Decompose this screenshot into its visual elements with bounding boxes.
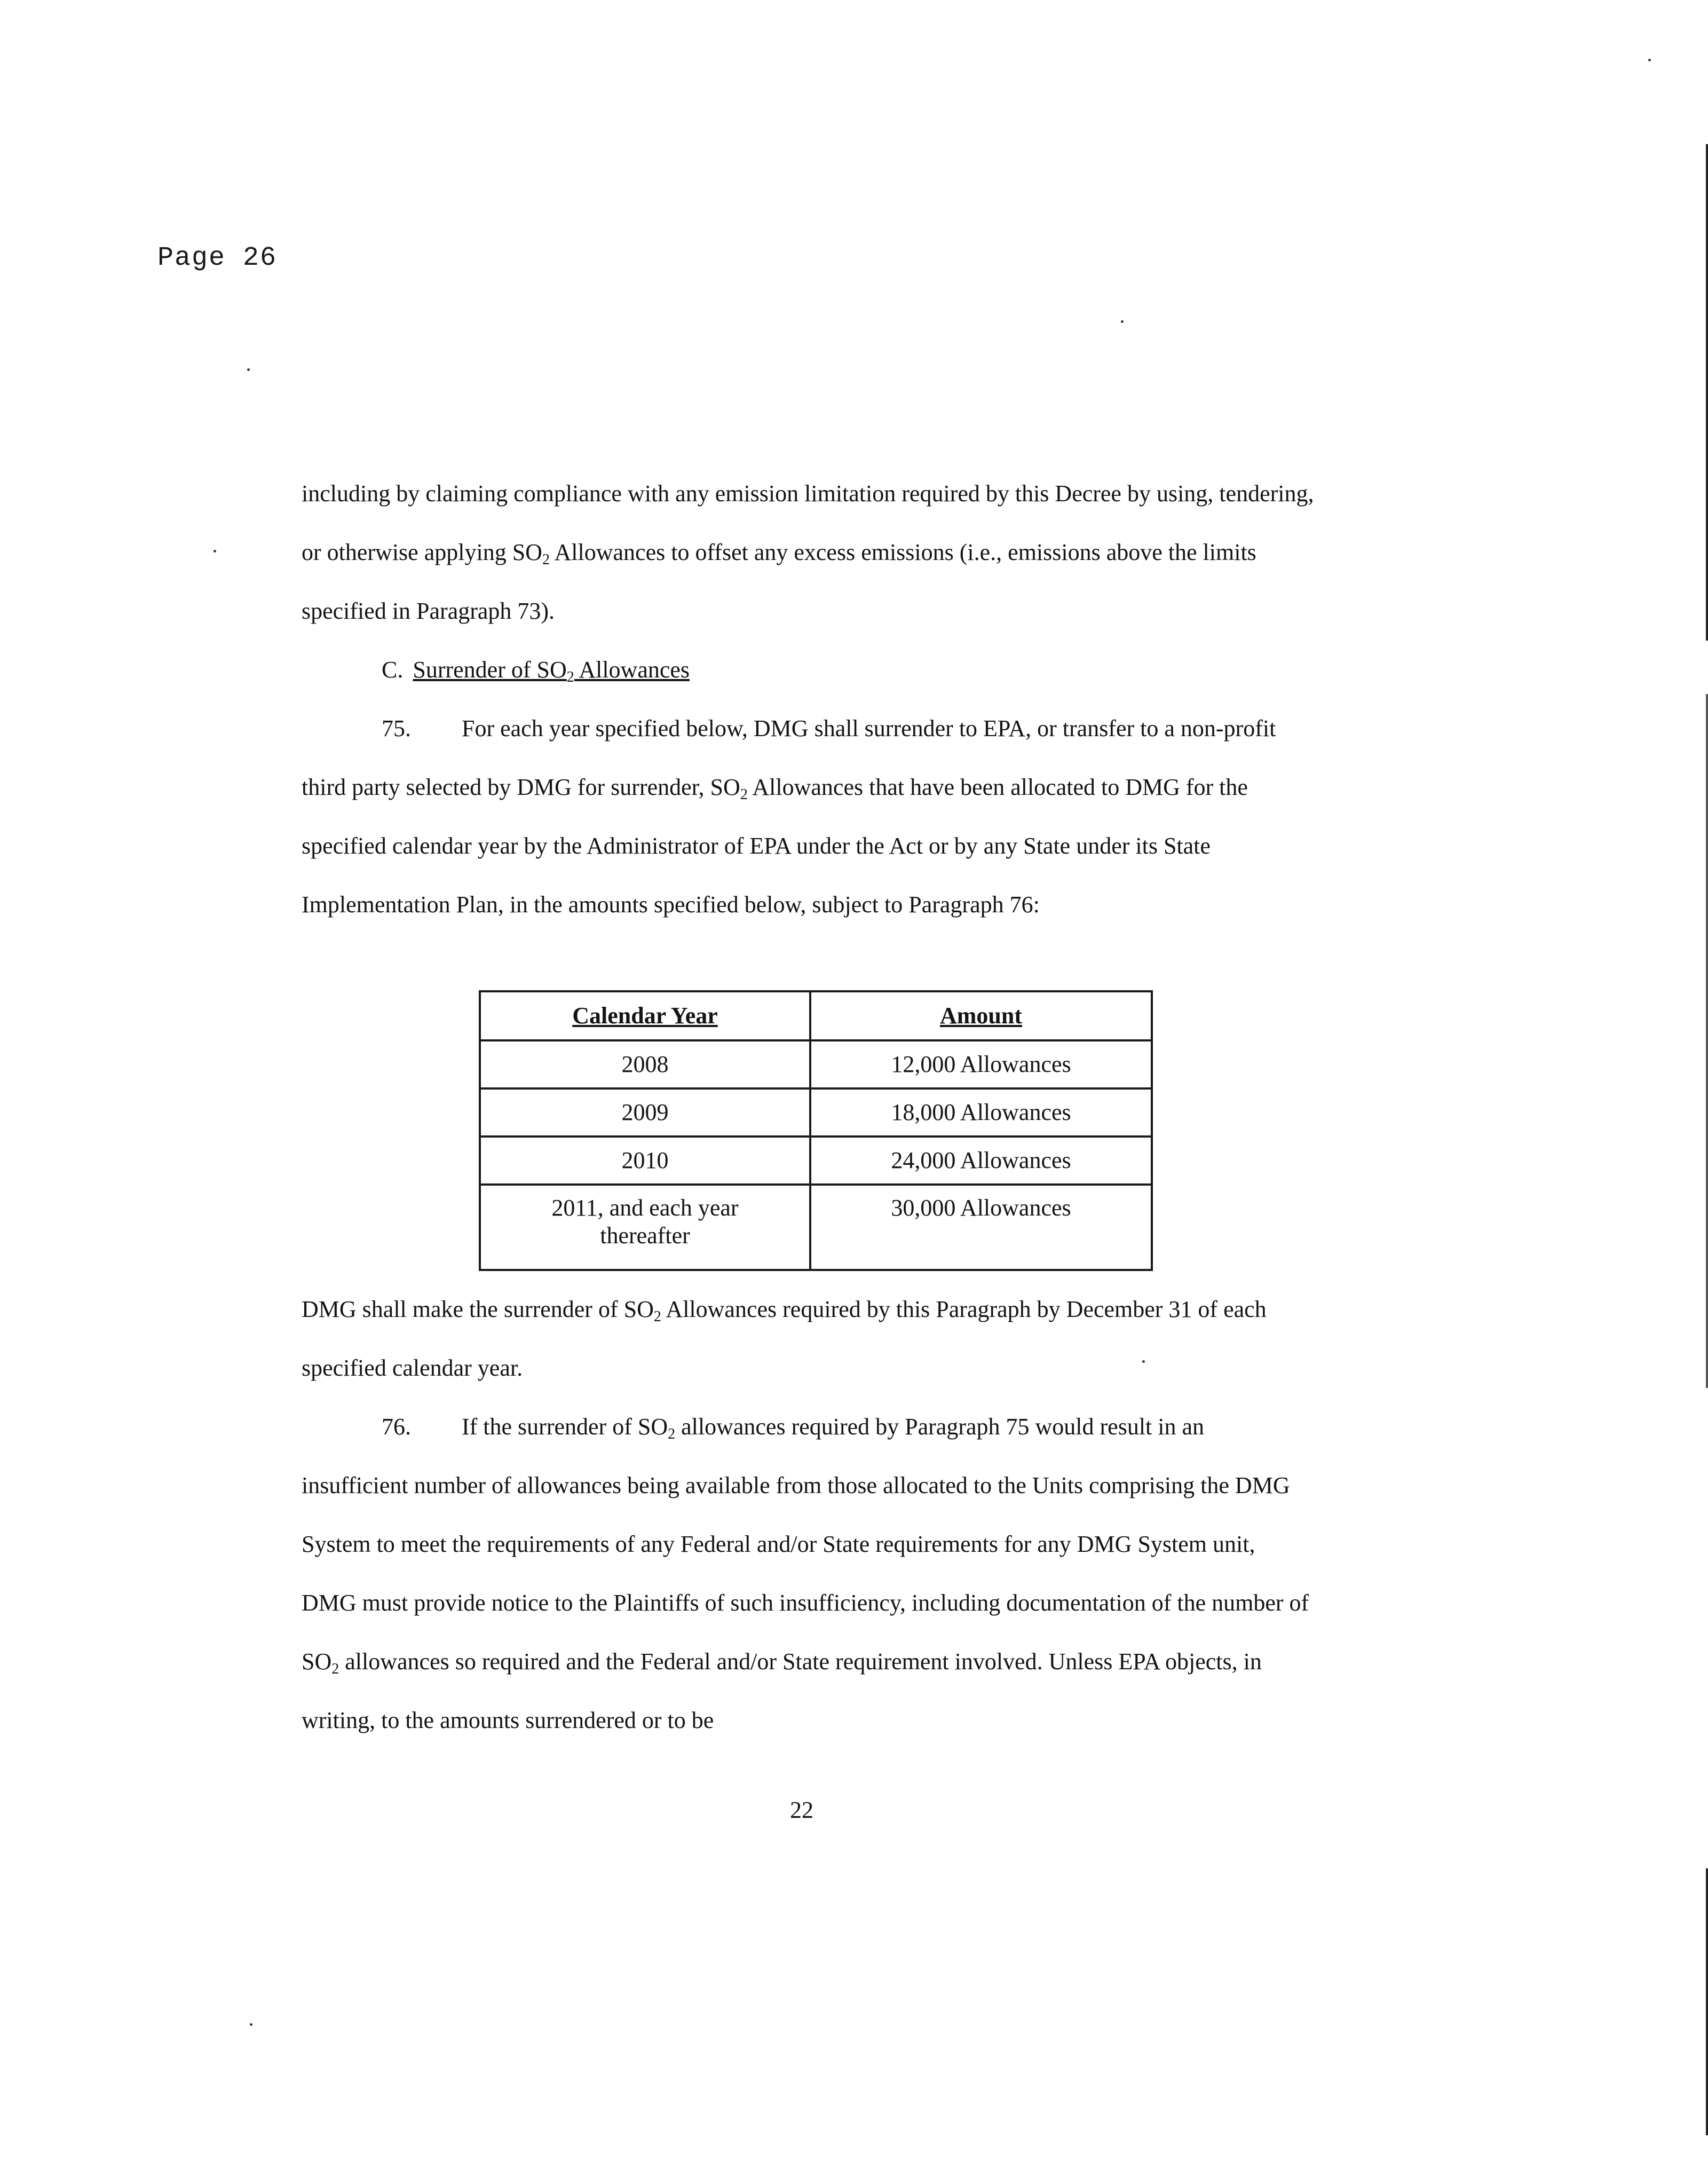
page-number: 22: [790, 1797, 813, 1823]
allowances-table: [479, 990, 1153, 1271]
scan-speck: [1648, 59, 1651, 61]
paragraph-76: 76. If the surrender of $SO_2$ allowances required by Paragraph 75 would result in an insufficient number of allowances being available from those allocated to the Units comprising the DMG System to meet the requirements of any Federal and/or State requirements for any DMG System unit, DMG must provide notice to the Plaintiffs of such insufficiency, including documentation of the number of $SO_2$ allowances so required and the Federal and/or State requirement involved. Unless EPA objects, in writing, to the amounts surrendered or to be: [302, 1398, 1316, 1750]
scan-speck: [1142, 1360, 1145, 1363]
header-amount: Amount: [810, 991, 1152, 1040]
continuation-paragraph: including by claiming compliance with any emission limitation required by this Decree by using, tendering, or otherwise applying $SO_2$ Allowances to offset any excess emissions (i.e., emissions above the limits specified in Paragraph 73).: [302, 480, 1314, 624]
cell-year: 2011, and each year thereafter: [480, 1185, 810, 1270]
cell-amount: 30,000 Allowances: [810, 1185, 1152, 1270]
paragraph-75: 75. For each year specified below, DMG shall surrender to EPA, or transfer to a non-profit third party selected by DMG for surrender, $SO_2$ Allowances that have been allocated to DMG for the specified calendar year by the Administrator of EPA under the Act or by any State under its State Implementation Plan, in the amounts specified below, subject to Paragraph 76:: [302, 699, 1316, 934]
section-letter: C.: [382, 657, 404, 683]
section-title: Surrender of $SO_2$ Allowances: [413, 657, 690, 685]
paragraph-number: 76.: [382, 1414, 411, 1440]
scan-edge-artifact: [1706, 0, 1708, 2178]
table-row: [480, 1040, 1152, 1088]
cell-amount: 12,000 Allowances: [810, 1040, 1152, 1088]
scan-speck: [1121, 320, 1124, 323]
text-block-top: [302, 464, 1316, 934]
paragraph-number: 75.: [382, 715, 411, 741]
cell-amount: 24,000 Allowances: [810, 1137, 1152, 1185]
scan-speck: [213, 550, 216, 553]
cell-year: 2008: [480, 1040, 810, 1088]
text-block-bottom: [302, 1280, 1316, 1750]
scan-speck: [250, 2023, 252, 2026]
cell-year: 2010: [480, 1137, 810, 1185]
scan-speck: [247, 368, 250, 371]
table-row: [480, 1137, 1152, 1185]
fax-page-header: Page 26: [157, 243, 278, 273]
cell-amount: 18,000 Allowances: [810, 1088, 1152, 1137]
table-row: [480, 1088, 1152, 1137]
table-header-row: [480, 991, 1152, 1040]
header-calendar-year: Calendar Year: [480, 991, 810, 1040]
section-heading: [302, 641, 1316, 699]
cell-year: 2009: [480, 1088, 810, 1137]
table-row: [480, 1185, 1152, 1270]
after-table-paragraph: DMG shall make the surrender of $SO_2$ Allowances required by this Paragraph by December 31 of each specified calendar year.: [302, 1296, 1267, 1381]
